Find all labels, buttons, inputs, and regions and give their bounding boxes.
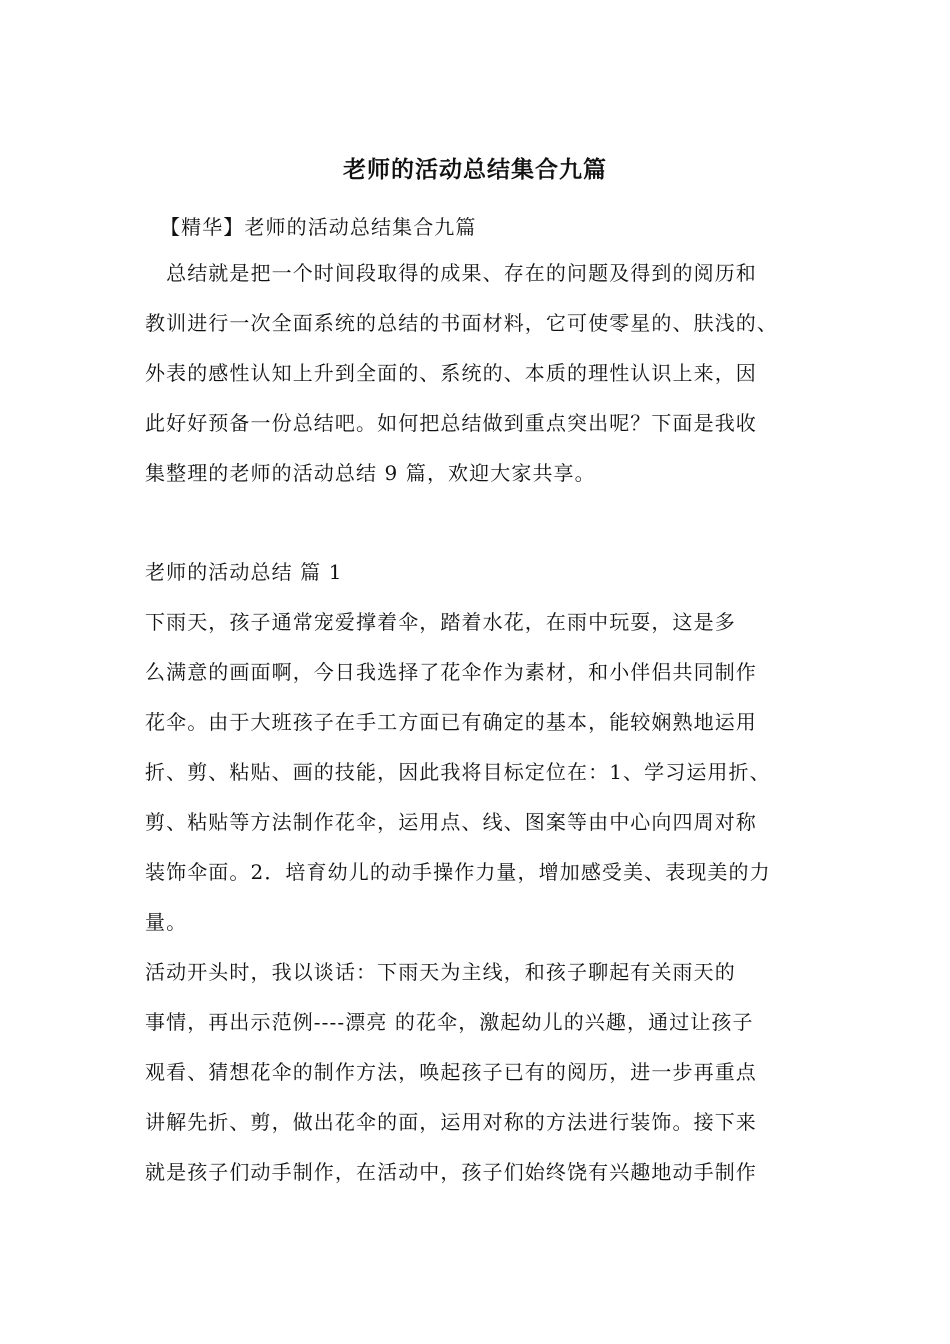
section-1-line: 花伞。由于大班孩子在手工方面已有确定的基本，能较娴熟地运用: [145, 710, 757, 734]
document-title: 老师的活动总结集合九篇: [343, 157, 607, 183]
section-1-line: 观看、猜想花伞的制作方法，唤起孩子已有的阅历，进一步再重点: [145, 1060, 757, 1084]
intro-line: 教训进行一次全面系统的总结的书面材料，它可使零星的、肤浅的、: [145, 311, 778, 335]
intro-line: 外表的感性认知上升到全面的、系统的、本质的理性认识上来，因: [145, 361, 757, 385]
intro-line: 此好好预备一份总结吧。如何把总结做到重点突出呢？下面是我收: [145, 411, 757, 435]
intro-line: 总结就是把一个时间段取得的成果、存在的问题及得到的阅历和: [145, 261, 757, 285]
section-1-body: [145, 597, 825, 1197]
section-1-line: 装饰伞面。2．培育幼儿的动手操作力量，增加感受美、表现美的力: [145, 860, 771, 884]
section-1-line: 就是孩子们动手制作，在活动中，孩子们始终饶有兴趣地动手制作: [145, 1160, 757, 1184]
section-1-line: 折、剪、粘贴、画的技能，因此我将目标定位在：1、学习运用折、: [145, 760, 771, 784]
section-heading: [145, 547, 825, 597]
intro-line: 集整理的老师的活动总结 9 篇，欢迎大家共享。: [145, 461, 596, 485]
section-1-line: 量。: [145, 910, 188, 934]
section-1-line: 么满意的画面啊，今日我选择了花伞作为素材，和小伴侣共同制作: [145, 660, 757, 684]
section-1-line: 事情，再出示范例----漂亮 的花伞，激起幼儿的兴趣，通过让孩子: [145, 1010, 754, 1034]
intro-paragraph: [145, 248, 825, 498]
document-subtitle: [160, 202, 840, 252]
section-1-line: 讲解先折、剪，做出花伞的面，运用对称的方法进行装饰。接下来: [145, 1110, 757, 1134]
subtitle-line: 【精华】老师的活动总结集合九篇: [160, 215, 477, 239]
section-heading-text: 老师的活动总结 篇 1: [145, 560, 343, 584]
section-1-line: 剪、粘贴等方法制作花伞，运用点、线、图案等由中心向四周对称: [145, 810, 757, 834]
section-1-line: 活动开头时，我以谈话：下雨天为主线，和孩子聊起有关雨天的: [145, 960, 736, 984]
section-1-line: 下雨天，孩子通常宠爱撑着伞，踏着水花，在雨中玩耍，这是多: [145, 610, 736, 634]
